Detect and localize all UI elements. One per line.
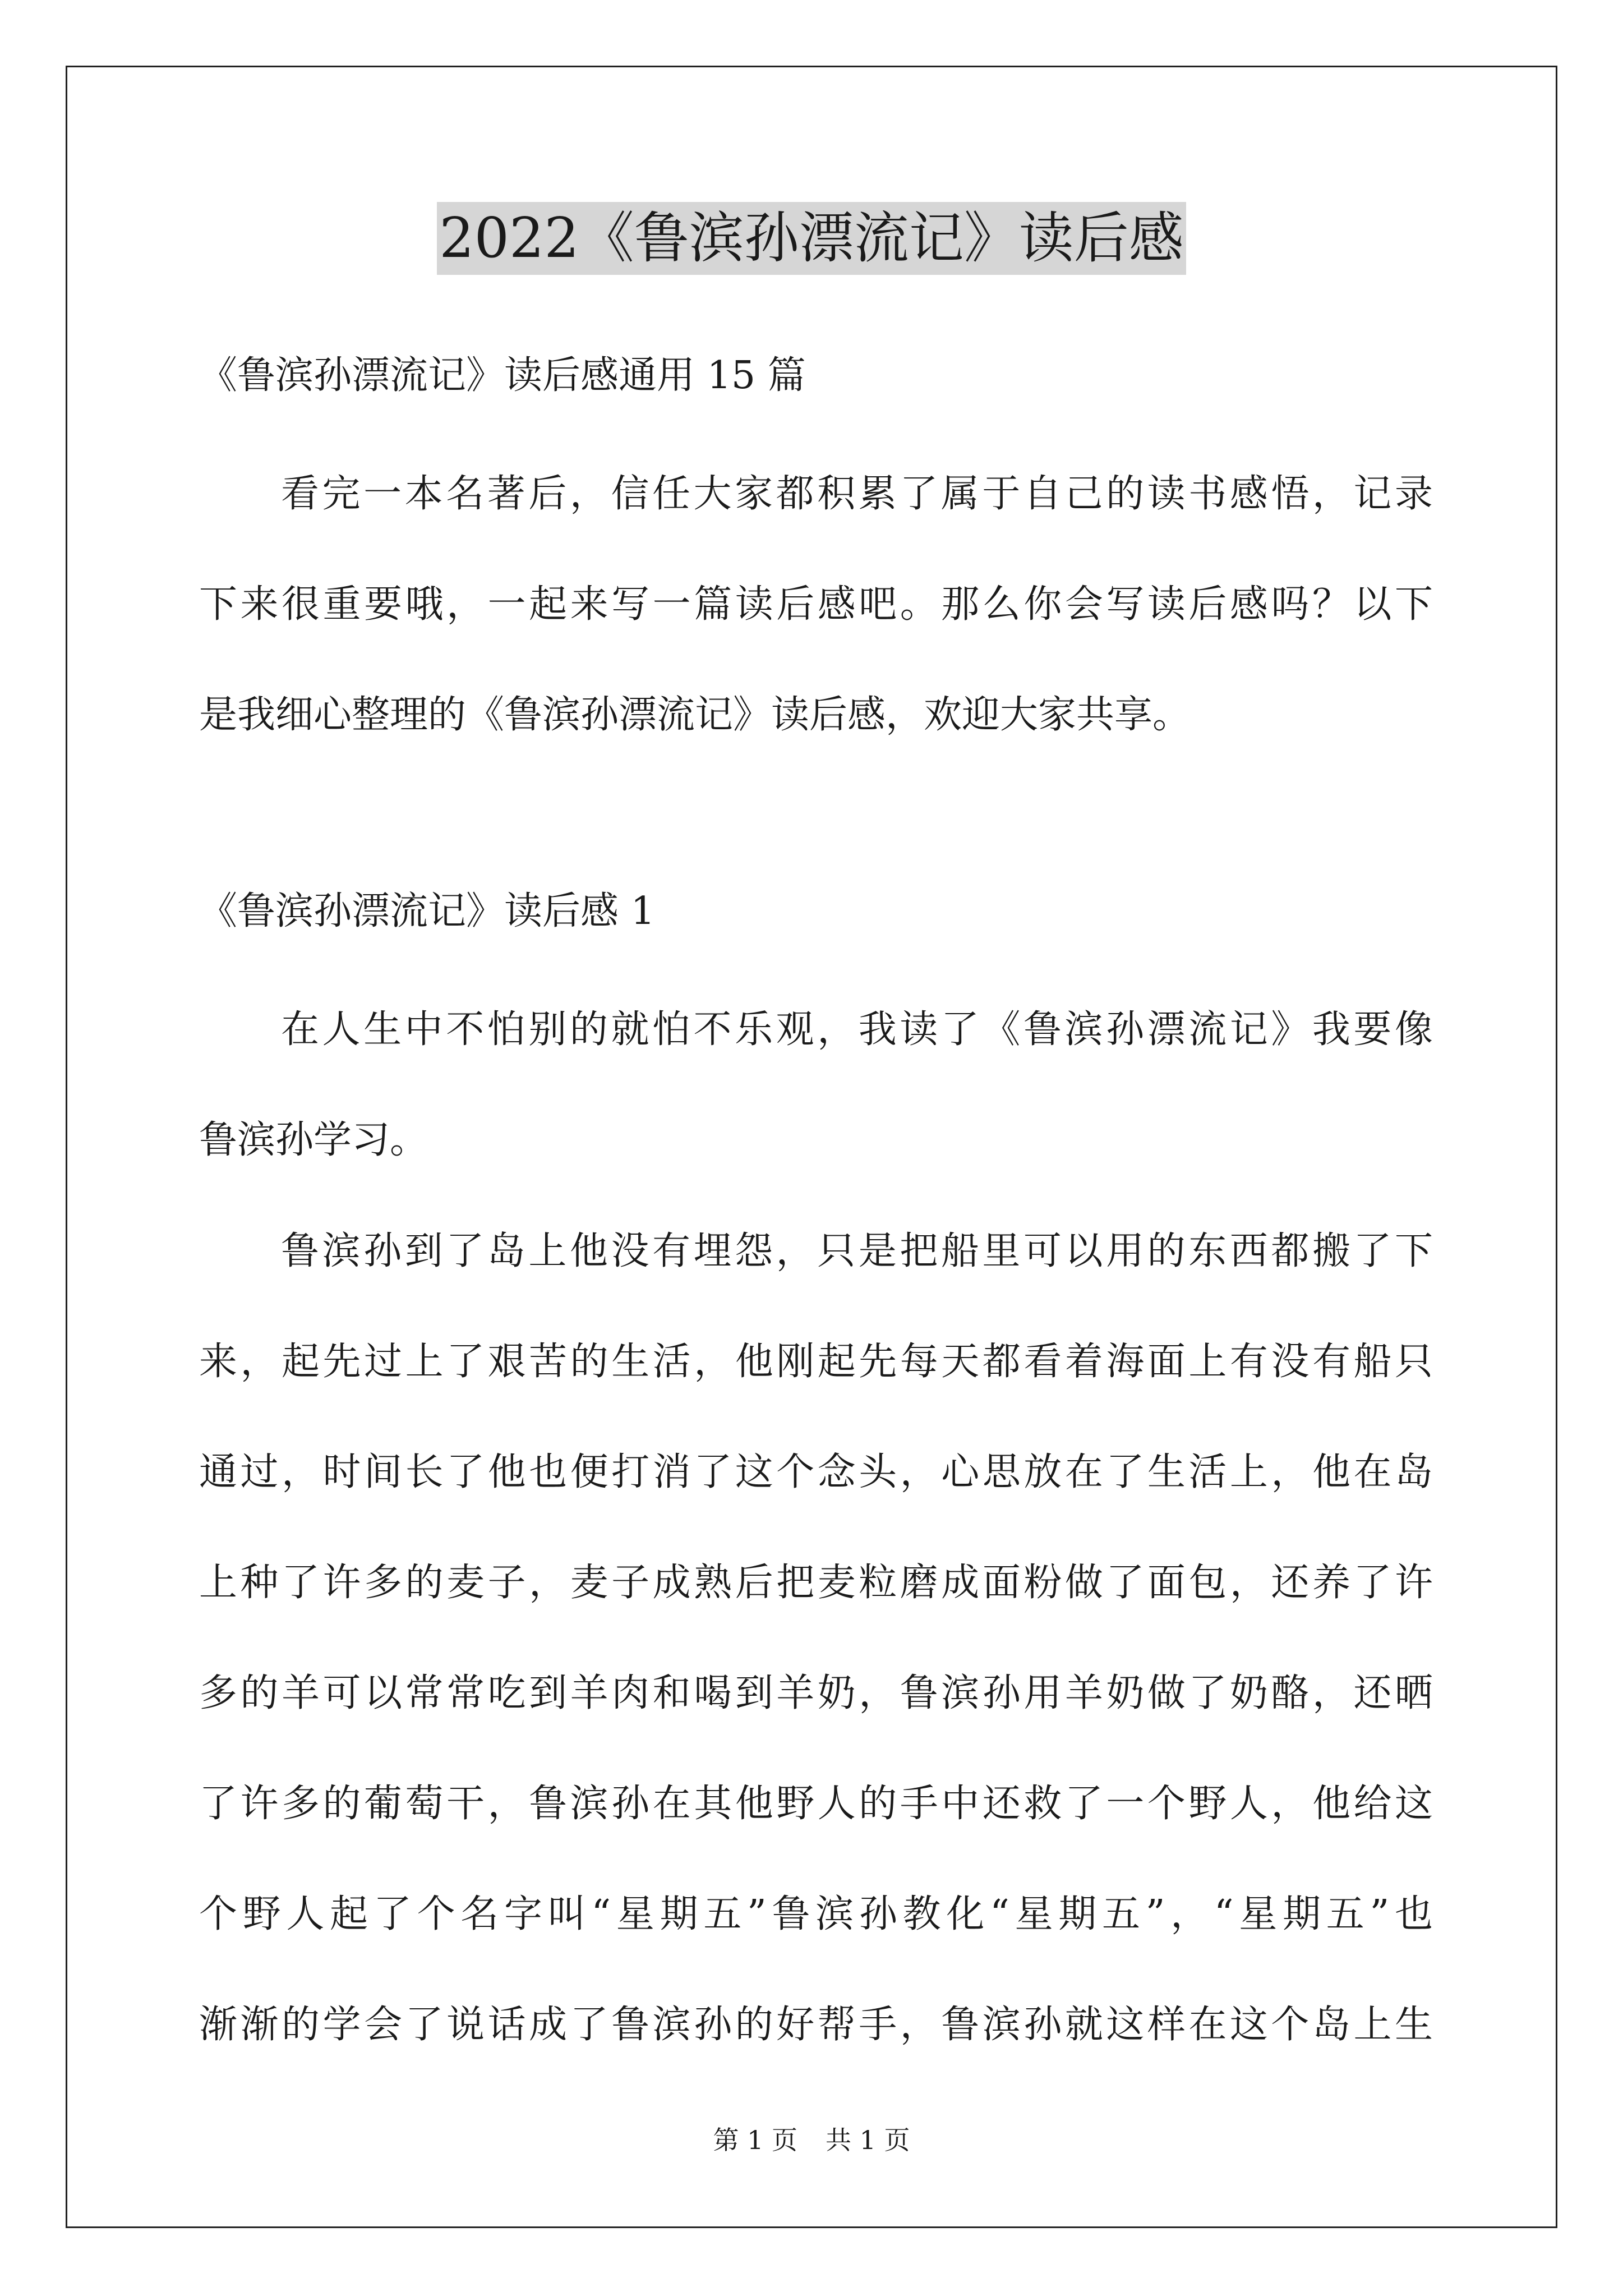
paragraph-line: 上种了许多的麦子，麦子成熟后把麦粒磨成面粉做了面包，还养了许 [199, 1561, 1433, 1605]
document-title [0, 199, 1623, 278]
page-number: 第 1 页 [713, 2125, 797, 2155]
page-footer [0, 2123, 1623, 2157]
paragraph-line: 渐渐的学会了说话成了鲁滨孙的好帮手，鲁滨孙就这样在这个岛上生 [199, 2003, 1433, 2047]
paragraph-line: 鲁滨孙到了岛上他没有埋怨，只是把船里可以用的东西都搬了下 [281, 1229, 1433, 1273]
paragraph-line: 通过，时间长了他也便打消了这个念头，心思放在了生活上，他在岛 [199, 1450, 1433, 1494]
paragraph-line: 来，起先过上了艰苦的生活，他刚起先每天都看着海面上有没有船只 [199, 1340, 1433, 1384]
paragraph-line: 在人生中不怕别的就怕不乐观，我读了《鲁滨孙漂流记》我要像 [281, 1007, 1433, 1052]
paragraph-line: 是我细心整理的《鲁滨孙漂流记》读后感，欢迎大家共享。 [199, 693, 1191, 737]
paragraph-line: 看完一本名著后，信任大家都积累了属于自己的读书感悟，记录 [281, 472, 1433, 516]
paragraph-line: 了许多的葡萄干，鲁滨孙在其他野人的手中还救了一个野人，他给这 [199, 1782, 1433, 1826]
document-title-text: 2022《鲁滨孙漂流记》读后感 [437, 202, 1186, 275]
section-paragraph-2 [199, 1196, 1433, 2080]
document-subtitle: 《鲁滨孙漂流记》读后感通用 15 篇 [199, 353, 806, 398]
section-paragraph-1 [199, 974, 1433, 1195]
paragraph-line: 多的羊可以常常吃到羊肉和喝到羊奶，鲁滨孙用羊奶做了奶酪，还晒 [199, 1671, 1433, 1715]
paragraph-line: 鲁滨孙学习。 [199, 1118, 428, 1162]
paragraph-line: 下来很重要哦，一起来写一篇读后感吧。那么你会写读后感吗？以下 [199, 582, 1433, 627]
intro-paragraph [199, 439, 1433, 770]
paragraph-line: 个野人起了个名字叫“星期五”鲁滨孙教化“星期五”，“星期五”也 [199, 1892, 1433, 1936]
page-total: 共 1 页 [826, 2125, 910, 2155]
section-heading: 《鲁滨孙漂流记》读后感 1 [199, 889, 655, 933]
